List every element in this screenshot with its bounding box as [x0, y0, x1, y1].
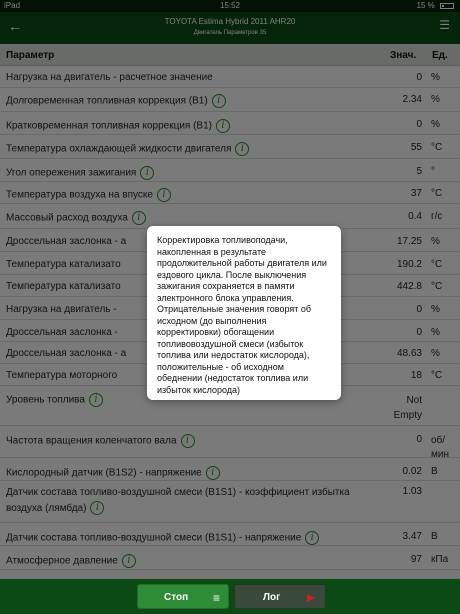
play-record-icon — [307, 594, 315, 602]
hamburger-icon: ≡ — [212, 591, 220, 605]
info-popup-text: Корректировка топливоподачи, накопленная в результате продолжительной работы двигателя или ездового цикла. После выключения зажигания сохраняется в памяти электронного блока управления. Отрицательные значения говорят об исходном (до выполнения корректировки) обогащении топливовоздушной смеси (избыток топлива или недостаток кислорода), положительные - об исходном обеднении (недостаток топлива или избыток кислорода) — [157, 235, 327, 395]
log-button-label: Лог — [263, 592, 281, 603]
stop-button[interactable] — [137, 584, 229, 609]
info-popup — [147, 226, 341, 400]
footer-toolbar — [0, 579, 460, 614]
log-button[interactable] — [234, 584, 326, 609]
stop-button-label: Стоп — [164, 592, 189, 603]
